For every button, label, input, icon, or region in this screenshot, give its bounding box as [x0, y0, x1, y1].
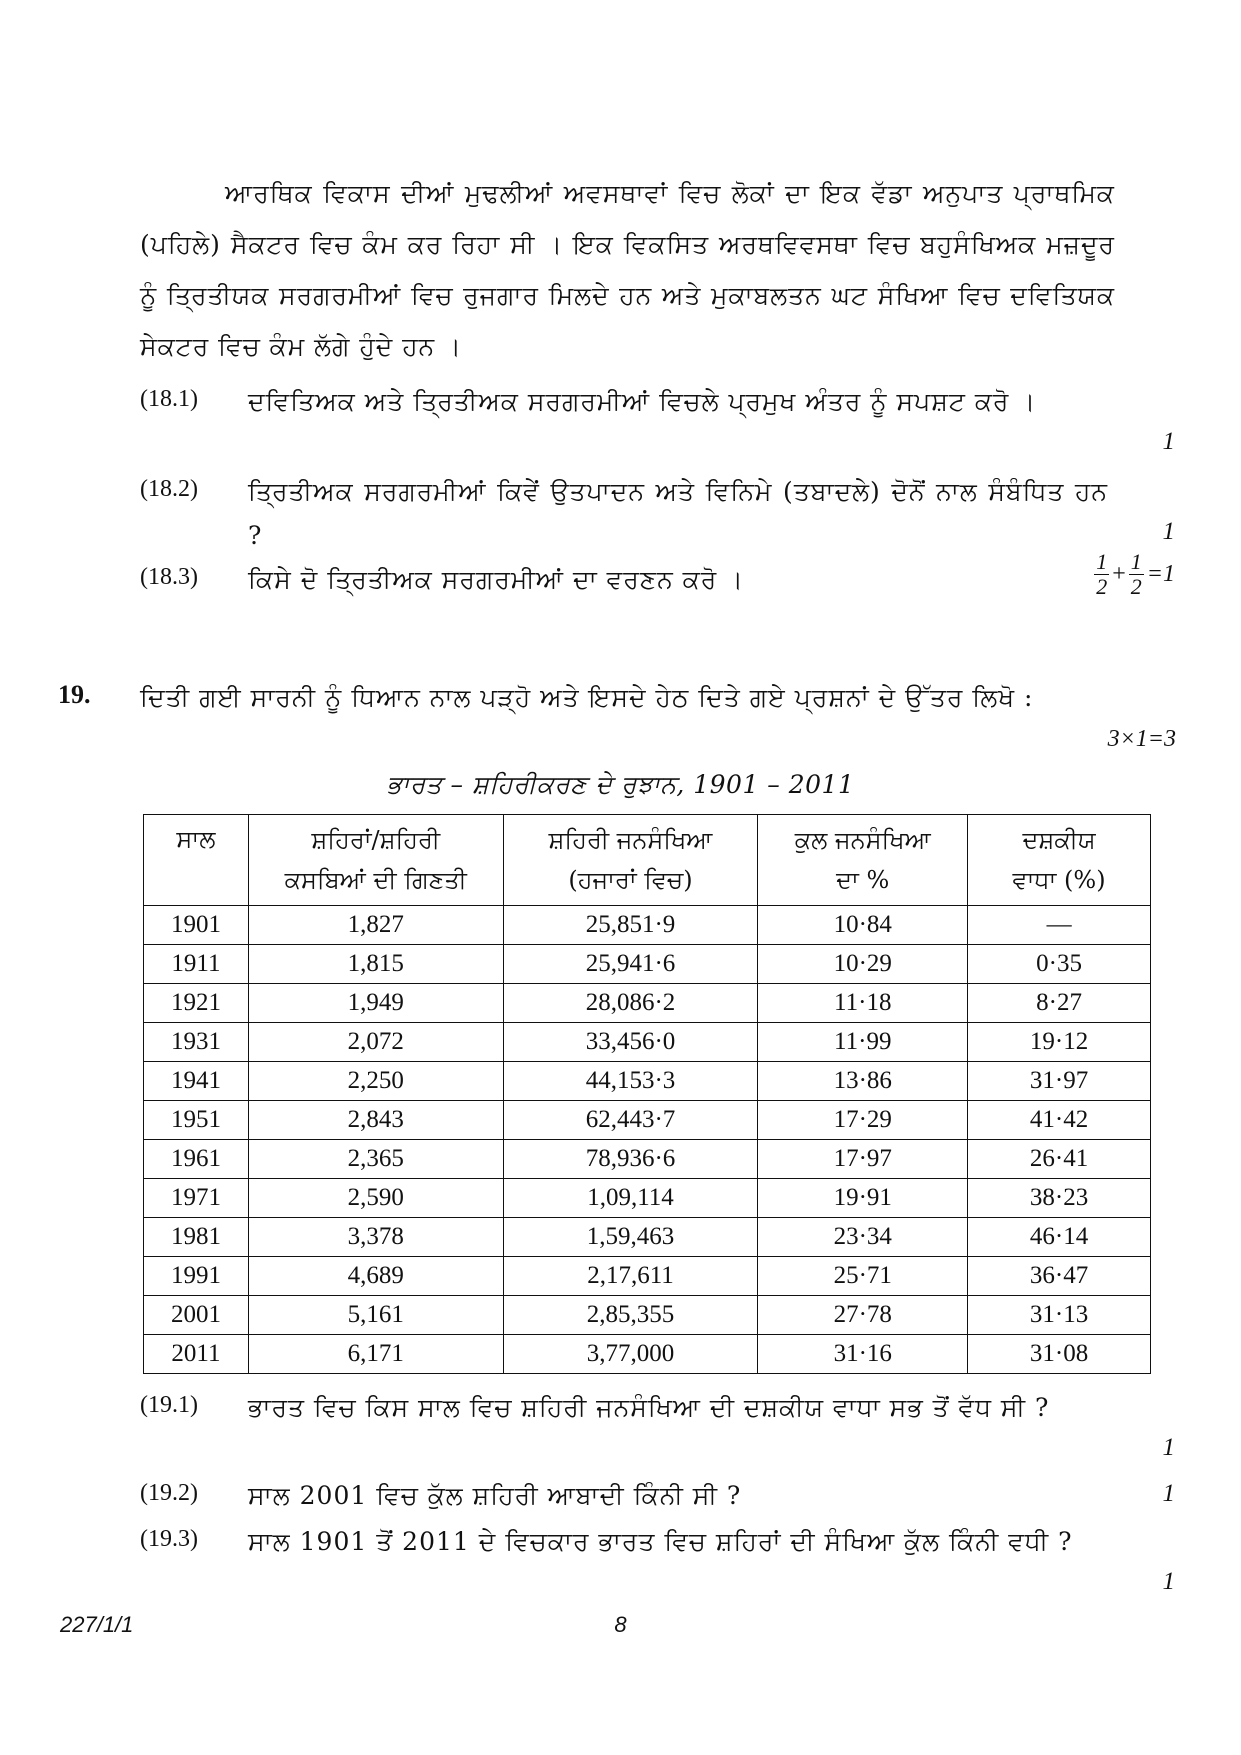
- table-row: [144, 1257, 1151, 1296]
- table-cell: 1921: [144, 984, 249, 1023]
- header-percent-total: ਕੁਲ ਜਨਸੰਖਿਆ ਦਾ %: [758, 815, 968, 906]
- table-cell: 1981: [144, 1218, 249, 1257]
- table-cell: 27·78: [758, 1296, 968, 1335]
- table-cell: 19·91: [758, 1179, 968, 1218]
- question-mark: 1: [1162, 1480, 1175, 1507]
- table-cell: 6,171: [248, 1335, 503, 1374]
- table-cell: 25,941·6: [503, 945, 758, 984]
- table-cell: 2,85,355: [503, 1296, 758, 1335]
- question-mark: 1: [1162, 1568, 1175, 1595]
- table-cell: 2,17,611: [503, 1257, 758, 1296]
- urbanisation-table: [143, 814, 1151, 1374]
- question-mark: 1: [1162, 428, 1175, 455]
- table-cell: 31·16: [758, 1335, 968, 1374]
- table-cell: 10·84: [758, 906, 968, 945]
- table-row: [144, 906, 1151, 945]
- table-cell: 19·12: [968, 1023, 1151, 1062]
- table-cell: 1941: [144, 1062, 249, 1101]
- table-cell: 1,827: [248, 906, 503, 945]
- fraction-half-1: $\frac{1}{2}$: [1096, 549, 1108, 599]
- question-mark-fraction: $\frac{1}{2}$ + $\frac{1}{2}$ =1: [1096, 549, 1175, 599]
- table-row: [144, 984, 1151, 1023]
- question-number: (19.1): [140, 1392, 198, 1418]
- question-mark: 1: [1162, 518, 1175, 545]
- table-cell: 2011: [144, 1335, 249, 1374]
- question-number: (18.3): [140, 564, 198, 590]
- table-row: [144, 1101, 1151, 1140]
- table-cell: 1901: [144, 906, 249, 945]
- question-text: ਭਾਰਤ ਵਿਚ ਕਿਸ ਸਾਲ ਵਿਚ ਸ਼ਹਿਰੀ ਜਨਸੰਖਿਆ ਦੀ ਦਸ਼ਕੀਯ ਵਾਧਾ ਸਭ ਤੋਂ ਵੱਧ ਸੀ ?: [248, 1393, 1050, 1422]
- table-cell: 2,590: [248, 1179, 503, 1218]
- page-number: 8: [614, 1612, 627, 1637]
- table-cell: 25·71: [758, 1257, 968, 1296]
- table-cell: 46·14: [968, 1218, 1151, 1257]
- table-cell: 1931: [144, 1023, 249, 1062]
- table-row: [144, 1062, 1151, 1101]
- header-towns: ਸ਼ਹਿਰਾਂ/ਸ਼ਹਿਰੀ ਕਸਬਿਆਂ ਦੀ ਗਿਣਤੀ: [248, 815, 503, 906]
- question-text: ਸਾਲ 2001 ਵਿਚ ਕੁੱਲ ਸ਼ਹਿਰੀ ਆਬਾਦੀ ਕਿੰਨੀ ਸੀ ?: [248, 1481, 742, 1510]
- table-cell: 17·29: [758, 1101, 968, 1140]
- fraction-half-2: $\frac{1}{2}$: [1130, 549, 1142, 599]
- table-cell: 31·97: [968, 1062, 1151, 1101]
- question-mark: 1: [1162, 1434, 1175, 1461]
- table-cell: 1,949: [248, 984, 503, 1023]
- table-cell: 41·42: [968, 1101, 1151, 1140]
- table-cell: 0·35: [968, 945, 1151, 984]
- table-cell: 1991: [144, 1257, 249, 1296]
- table-cell: 13·86: [758, 1062, 968, 1101]
- table-cell: 33,456·0: [503, 1023, 758, 1062]
- table-cell: 31·13: [968, 1296, 1151, 1335]
- table-cell: 25,851·9: [503, 906, 758, 945]
- table-row: [144, 1296, 1151, 1335]
- table-body: [144, 906, 1151, 1374]
- table-row: [144, 1140, 1151, 1179]
- table-cell: 26·41: [968, 1140, 1151, 1179]
- question-number: (18.1): [140, 386, 198, 412]
- table-cell: 2,843: [248, 1101, 503, 1140]
- table-cell: 17·97: [758, 1140, 968, 1179]
- question-text: ਦਵਿਤਿਅਕ ਅਤੇ ਤ੍ਰਿਤੀਅਕ ਸਰਗਰਮੀਆਂ ਵਿਚਲੇ ਪ੍ਰਮੁਖ ਅੰਤਰ ਨੂੰ ਸਪਸ਼ਟ ਕਰੋ ।: [248, 387, 1037, 416]
- table-caption: ਭਾਰਤ – ਸ਼ਹਿਰੀਕਰਣ ਦੇ ਰੁਝਾਨ, 1901 – 2011: [386, 770, 855, 799]
- table-cell: 1,815: [248, 945, 503, 984]
- table-row: [144, 945, 1151, 984]
- table-cell: 2,250: [248, 1062, 503, 1101]
- question-text: ਤ੍ਰਿਤੀਅਕ ਸਰਗਰਮੀਆਂ ਕਿਵੇਂ ਉਤਪਾਦਨ ਅਤੇ ਵਿਨਿਮੇ (ਤਬਾਦਲੇ) ਦੋਨੋਂ ਨਾਲ ਸੰਬੰਧਿਤ ਹਨ ?: [248, 477, 1108, 550]
- table-header-row: [144, 815, 1151, 906]
- table-cell: 1971: [144, 1179, 249, 1218]
- paper-code: 227/1/1: [60, 1612, 134, 1637]
- question-19-mark: 3×1=3: [1107, 726, 1176, 752]
- table-cell: 36·47: [968, 1257, 1151, 1296]
- table-cell: 1961: [144, 1140, 249, 1179]
- table-cell: 78,936·6: [503, 1140, 758, 1179]
- table-cell: 11·99: [758, 1023, 968, 1062]
- table-cell: 44,153·3: [503, 1062, 758, 1101]
- table-cell: 1,59,463: [503, 1218, 758, 1257]
- table-cell: 1,09,114: [503, 1179, 758, 1218]
- table-cell: 4,689: [248, 1257, 503, 1296]
- question-number: (18.2): [140, 476, 198, 502]
- table-row: [144, 1179, 1151, 1218]
- intro-paragraph: ਆਰਥਿਕ ਵਿਕਾਸ ਦੀਆਂ ਮੁਢਲੀਆਂ ਅਵਸਥਾਵਾਂ ਵਿਚ ਲੋਕਾਂ ਦਾ ਇਕ ਵੱਡਾ ਅਨੁਪਾਤ ਪ੍ਰਾਥਮਿਕ (ਪਹਿਲੇ) ਸੈਕਟਰ ਵਿਚ ਕੰਮ ਕਰ ਰਿਹਾ ਸੀ । ਇਕ ਵਿਕਸਿਤ ਅਰਥਵਿਵਸਥਾ ਵਿਚ ਬਹੁਸੰਖਿਅਕ ਮਜ਼ਦੂਰ ਨੂੰ ਤ੍ਰਿਤੀਯਕ ਸਰਗਰਮੀਆਂ ਵਿਚ ਰੁਜਗਾਰ ਮਿਲਦੇ ਹਨ ਅਤੇ ਮੁਕਾਬਲਤਨ ਘਟ ਸੰਖਿਆ ਵਿਚ ਦਵਿਤਿਯਕ ਸੇਕਟਰ ਵਿਚ ਕੰਮ ਲੱਗੇ ਹੁੰਦੇ ਹਨ ।: [140, 179, 1115, 361]
- table-cell: 2,072: [248, 1023, 503, 1062]
- question-text: ਕਿਸੇ ਦੋ ਤ੍ਰਿਤੀਅਕ ਸਰਗਰਮੀਆਂ ਦਾ ਵਰਣਨ ਕਰੋ ।: [248, 565, 745, 594]
- table-row: [144, 1335, 1151, 1374]
- question-19-text: ਦਿਤੀ ਗਈ ਸਾਰਨੀ ਨੂੰ ਧਿਆਨ ਨਾਲ ਪੜ੍ਹੋ ਅਤੇ ਇਸਦੇ ਹੇਠ ਦਿਤੇ ਗਏ ਪ੍ਰਸ਼ਨਾਂ ਦੇ ਉੱਤਰ ਲਿਖੋ :: [140, 683, 1034, 712]
- table-cell: 10·29: [758, 945, 968, 984]
- table-cell: 1911: [144, 945, 249, 984]
- question-text: ਸਾਲ 1901 ਤੋਂ 2011 ਦੇ ਵਿਚਕਾਰ ਭਾਰਤ ਵਿਚ ਸ਼ਹਿਰਾਂ ਦੀ ਸੰਖਿਆ ਕੁੱਲ ਕਿੰਨੀ ਵਧੀ ?: [248, 1527, 1073, 1556]
- table-cell: 2,365: [248, 1140, 503, 1179]
- header-year: ਸਾਲ: [144, 815, 249, 906]
- question-number: (19.2): [140, 1480, 198, 1506]
- table-cell: 31·08: [968, 1335, 1151, 1374]
- table-row: [144, 1023, 1151, 1062]
- table-cell: 2001: [144, 1296, 249, 1335]
- table-cell: 5,161: [248, 1296, 503, 1335]
- table-cell: 28,086·2: [503, 984, 758, 1023]
- table-cell: 3,378: [248, 1218, 503, 1257]
- table-cell: 8·27: [968, 984, 1151, 1023]
- table-cell: 11·18: [758, 984, 968, 1023]
- header-urban-population: ਸ਼ਹਿਰੀ ਜਨਸੰਖਿਆ (ਹਜਾਰਾਂ ਵਿਚ): [503, 815, 758, 906]
- header-decadal-growth: ਦਸ਼ਕੀਯ ਵਾਧਾ (%): [968, 815, 1151, 906]
- table-cell: 3,77,000: [503, 1335, 758, 1374]
- question-number-19: 19.: [58, 680, 91, 709]
- table-cell: 23·34: [758, 1218, 968, 1257]
- table-cell: 1951: [144, 1101, 249, 1140]
- table-cell: 38·23: [968, 1179, 1151, 1218]
- table-cell: —: [968, 906, 1151, 945]
- table-cell: 62,443·7: [503, 1101, 758, 1140]
- question-number: (19.3): [140, 1526, 198, 1552]
- table-row: [144, 1218, 1151, 1257]
